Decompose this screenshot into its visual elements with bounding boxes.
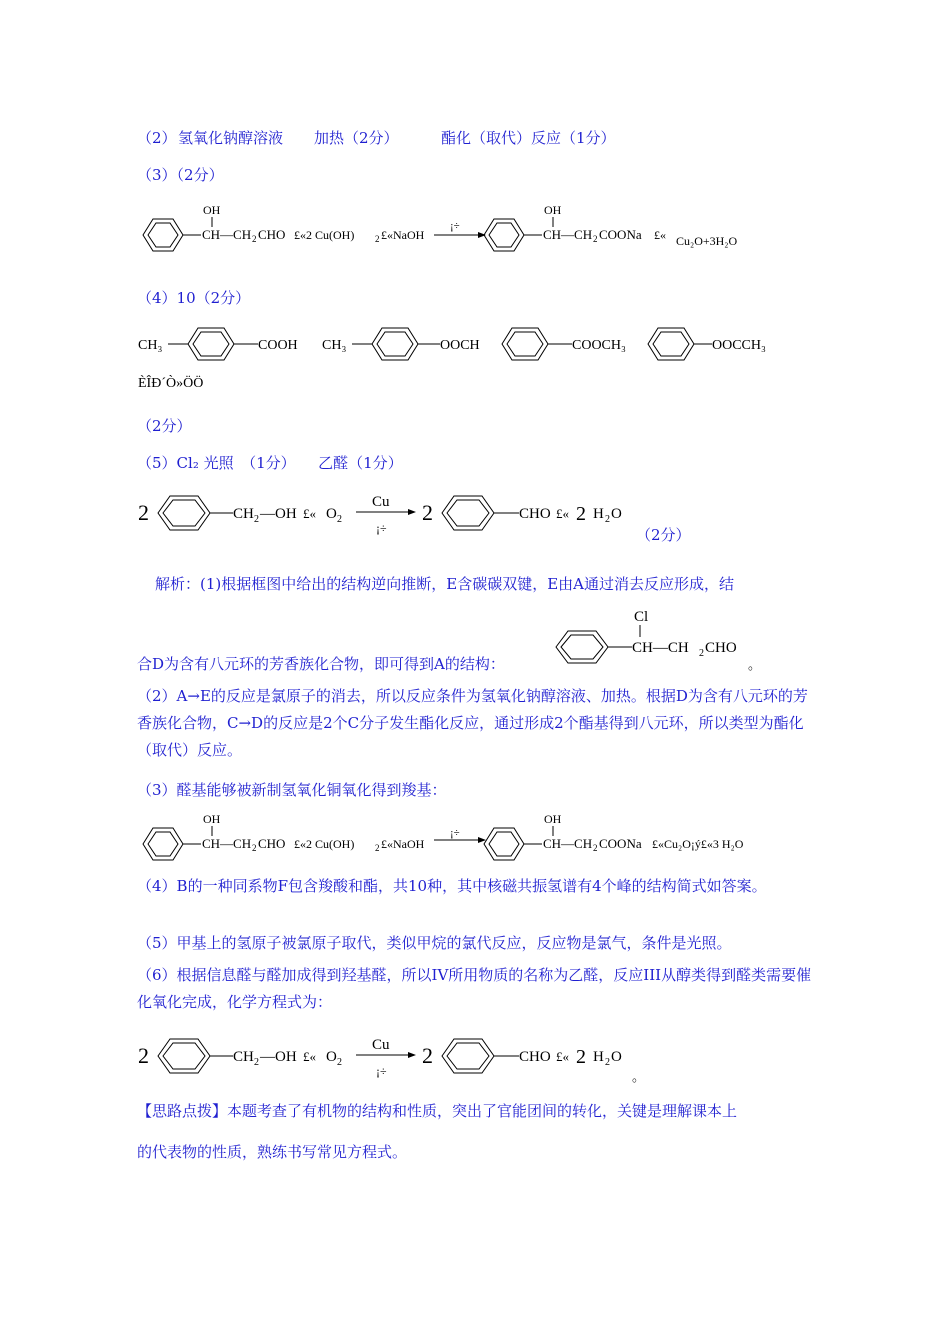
tips-line2: 的代表物的性质，熟练书写常见方程式。 [137,1143,408,1161]
structure-a [0,603,950,673]
eq4-water: H [593,1049,604,1065]
eq1-left-tail: CHO [258,227,286,242]
eq1-plus1: £«2 Cu(OH) [294,228,355,242]
eq1-right-chain: CH—CH [543,227,593,242]
isomer1-left: CH₃ [138,338,163,353]
benzene-ring-icon [648,328,694,360]
eq2-coef-right: 2 [422,500,433,525]
tips-label: 【思路点拨】 [137,1102,228,1120]
eq1-left-sub: 2 [252,234,257,244]
isomer2-right: OOCH [440,338,480,353]
eq2-score: （2分） [636,526,691,544]
structure-a-tail: CHO [705,640,737,656]
eq4-catalyst: Cu [372,1037,390,1053]
eq3-plus1: £«2 Cu(OH) [294,837,355,851]
isomer4-right: OOCCH₃ [712,338,766,353]
isomer1-right: COOH [258,338,298,353]
eq2-water: H [593,506,604,522]
eq2-o2-sub: 2 [337,514,342,525]
eq2-water-o: O [611,506,622,522]
benzene-ring-icon [442,496,494,530]
eq1-right-tail: COONa [599,227,642,242]
part4b-label: （2分） [137,417,192,435]
isomer-garbled-note: ÈÎÐ´Ò»ÖÖ [138,376,204,391]
eq2-chain-sub: 2 [254,514,259,525]
structure-a-period: 。 [748,657,762,672]
part2-condition: 氢氧化钠醇溶液 [178,129,284,147]
eq4-coef-right: 2 [422,1043,433,1068]
eq4-chain-tail: —OH [260,1049,297,1065]
eq1-oh-left: OH [203,203,221,217]
eq1-oh-right: OH [544,203,562,217]
eq4-chain: CH [233,1049,254,1065]
eq4-chain-sub: 2 [254,1057,259,1068]
eq2-coef-left: 2 [138,500,149,525]
eq3-cuoh-sub: 2 [375,843,380,853]
benzene-ring-icon [143,828,183,860]
eq4-o2-sub: 2 [337,1057,342,1068]
eq4-period: 。 [632,1069,646,1084]
eq2-water-coef: 2 [576,503,586,525]
eq1-cuoh-sub: 2 [375,234,380,244]
eq4-water-coef: 2 [576,1046,586,1068]
eq3-oh-right: OH [544,812,562,826]
eq1-plus2: £«NaOH [381,228,425,242]
analysis-p3: （3）醛基能够被新制氢氧化铜氧化得到羧基： [137,781,447,799]
benzene-ring-icon [556,631,608,663]
eq2-chain: CH [233,506,254,522]
eq2-product: CHO [519,506,551,522]
equation-2 [0,488,950,548]
eq4-water-o: O [611,1049,622,1065]
eq2-catalyst: Cu [372,494,390,510]
eq4-water-sub: 2 [605,1057,610,1068]
eq3-oh-left: OH [203,812,221,826]
eq1-arrow-label: ¡÷ [450,220,460,232]
benzene-ring-icon [188,328,234,360]
eq2-plus2: £« [556,506,569,521]
benzene-ring-icon [484,828,524,860]
part2-reaction-type: 酯化（取代）反应（1分） [441,129,616,147]
structure-a-cl: Cl [634,609,649,625]
analysis-p1b: 合D为含有八元环的芳香族化合物，即可得到A的结构： [137,655,505,673]
eq3-products: £«Cu₂O¡ý£«3 H₂O [652,837,744,851]
part5-label: （5）Cl₂ 光照 （1分） 乙醛（1分） [137,454,403,472]
benzene-ring-icon [442,1039,494,1073]
eq1-plus3: £« [654,228,666,242]
benzene-ring-icon [502,328,548,360]
analysis-p5: （5）甲基上的氢原子被氯原子取代，类似甲烷的氯代反应，反应物是氯气，条件是光照。 [137,934,732,952]
eq3-left-tail: CHO [258,836,286,851]
eq1-right-sub: 2 [593,234,598,244]
eq2-plus: £« [303,506,316,521]
eq3-right-sub: 2 [593,843,598,853]
equation-4 [0,1031,950,1091]
benzene-ring-icon [484,219,524,251]
tips-text1: 本题考查了有机物的结构和性质，突出了官能团间的转化，关键是理解课本上 [227,1102,738,1120]
eq3-arrow-label: ¡÷ [450,827,460,839]
eq3-plus2: £«NaOH [381,837,425,851]
eq4-heat: ¡÷ [376,1064,387,1078]
part2-heat: 加热（2分） [314,129,399,147]
eq4-product: CHO [519,1049,551,1065]
isomer-structures [0,320,950,400]
benzene-ring-icon [372,328,418,360]
equation-3 [0,808,950,868]
part2-num: （2） [137,129,177,147]
eq3-right-tail: COONa [599,836,642,851]
eq4-plus2: £« [556,1049,569,1064]
eq1-products: Cu₂O+3H₂O [676,234,738,248]
eq3-left-sub: 2 [252,843,257,853]
tips-line1 [137,1100,737,1121]
analysis-p6: （6）根据信息醛与醛加成得到羟基醛，所以IV所用物质的名称为乙醛，反应III从醇类得到醛类需要催化氧化完成，化学方程式为： [137,966,812,1011]
structure-a-sub: 2 [699,648,704,659]
eq2-o2: O [326,506,337,522]
equation-1 [0,195,950,265]
eq1-left-chain: CH—CH [202,227,252,242]
eq3-left-chain: CH—CH [202,836,252,851]
eq2-water-sub: 2 [605,514,610,525]
analysis-p1a: 解析：(1)根据框图中给出的结构逆向推断，E含碳碳双键，E由A通过消去反应形成，结 [155,575,734,593]
part3-label: （3）（2分） [137,166,224,184]
part4-label: （4）10（2分） [137,289,251,307]
eq2-heat: ¡÷ [376,521,387,535]
benzene-ring-icon [158,1039,210,1073]
eq4-o2: O [326,1049,337,1065]
isomer3-right: COOCH₃ [572,338,626,353]
benzene-ring-icon [158,496,210,530]
analysis-p2: （2）A→E的反应是氯原子的消去，所以反应条件为氢氧化钠醇溶液、加热。根据D为含有八元环的芳香族化合物，C→D的反应是2个C分子发生酯化反应，通过形成2个酯基得到八元环，所以类型为酯化（取代）反应。 [137,687,808,759]
eq3-right-chain: CH—CH [543,836,593,851]
analysis-p4: （4）B的一种同系物F包含羧酸和酯，共10种，其中核磁共振氢谱有4个峰的结构简式如答案。 [137,877,767,895]
structure-a-chain: CH—CH [632,640,689,656]
isomer2-left: CH₃ [322,338,347,353]
benzene-ring-icon [143,219,183,251]
eq4-plus: £« [303,1049,316,1064]
eq4-coef-left: 2 [138,1043,149,1068]
eq2-chain-tail: —OH [260,506,297,522]
